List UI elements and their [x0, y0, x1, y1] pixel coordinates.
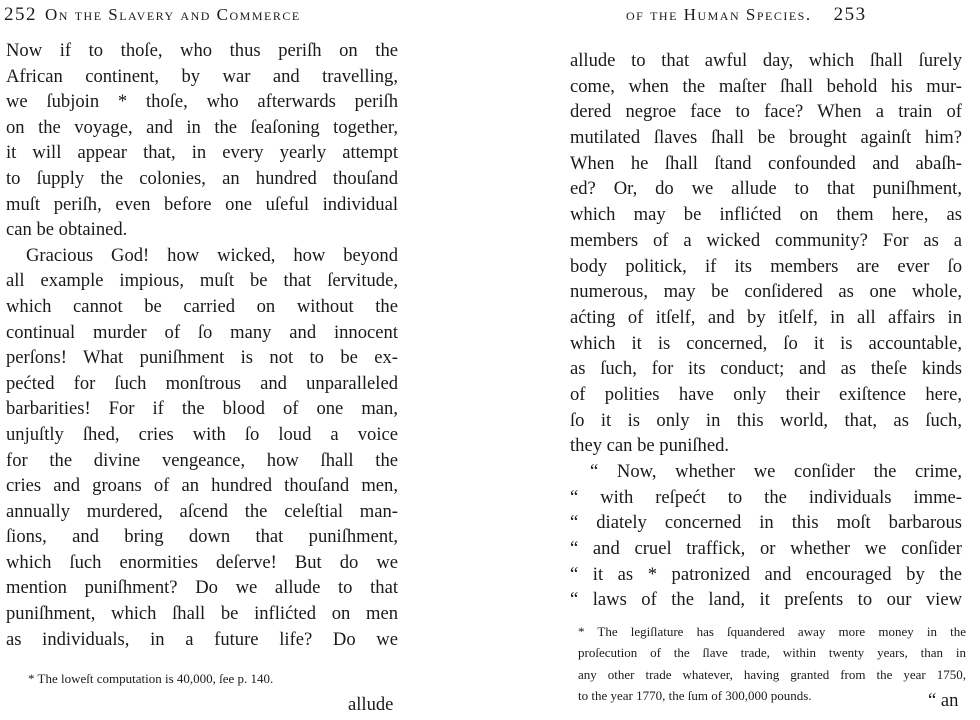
text-line: as ſuch, for its conduct; and as theſe kinds [570, 358, 962, 380]
text-line: aćting of itſelf, and by itſelf, in all affairs in [570, 306, 962, 328]
footnote-line: proſecution of the ſlave trade, within twenty years, than in [578, 645, 966, 661]
footnote-line: any other trade whatever, having granted from the year 1750, [578, 666, 966, 682]
text-line: mutilated ſlaves ſhall be brought againſt him? [570, 127, 962, 149]
text-line: numerous, may be conſidered as one whole, [570, 281, 962, 303]
text-line: unjuſtly ſhed, cries with ſo loud a voice [6, 423, 398, 445]
text-line: members of a wicked community? For as a [570, 229, 962, 251]
text-line: ed? Or, do we allude to that puniſhment, [570, 178, 962, 200]
text-line: Now if to thoſe, who thus periſh on the [6, 40, 398, 61]
text-line: ſions, and bring down that puniſhment, [6, 526, 398, 548]
text-line: allude to that awful day, which ſhall ſurely [570, 50, 962, 71]
text-line: “ Now, whether we conſider the crime, [590, 461, 962, 482]
text-line: muſt periſh, even before one uſeful individual [6, 193, 398, 215]
text-line: body politick, if its members are ever ſo [570, 255, 962, 277]
text-line: we ſubjoin * thoſe, who afterwards periſh [6, 91, 398, 113]
left-running-title: On the Slavery and Commerce [45, 5, 301, 24]
right-footnote [578, 621, 966, 706]
left-catchword: allude [348, 694, 394, 715]
text-line: which ſuch enormities deſerve! But do we [6, 551, 398, 573]
text-line: “ diately concerned in this moſt barbarous [570, 512, 962, 534]
text-line: they can be puniſhed. [570, 435, 730, 457]
right-body-text [570, 48, 962, 613]
footnote-line: * The loweſt computation is 40,000, ſee p. 140. [28, 671, 274, 686]
text-line: African continent, by war and travelling, [6, 65, 398, 87]
left-page [0, 0, 485, 720]
right-page-number: 253 [833, 4, 867, 25]
text-line: barbarities! For if the blood of one man, [6, 398, 398, 420]
right-page [490, 0, 980, 720]
text-line: which may be inflićted on them here, as [570, 204, 962, 226]
text-line: continual murder of ſo many and innocent [6, 321, 398, 343]
right-running-title: of the Human Species. [626, 5, 812, 24]
footnote-line: * The legiſlature has ſquandered away more money in the [578, 624, 966, 639]
text-line: Gracious God! how wicked, how beyond [26, 244, 398, 266]
text-line: on the voyage, and in the ſeaſoning together, [6, 116, 398, 138]
text-line: “ it as * patronized and encouraged by the [570, 563, 962, 585]
text-line: “ and cruel traffick, or whether we conſider [570, 538, 962, 560]
footnote-line: to the year 1770, the ſum of 300,000 pounds. [578, 687, 812, 703]
text-line: for the divine vengeance, how ſhall the [6, 449, 398, 471]
right-running-head [626, 4, 867, 26]
text-line: pećted for ſuch monſtrous and unparalleled [6, 372, 398, 394]
text-line: come, when the maſter ſhall behold his mur- [570, 75, 962, 97]
text-line: can be obtained. [6, 219, 128, 241]
left-footnote [28, 668, 273, 689]
text-line: which cannot be carried on without the [6, 295, 398, 317]
text-line: mention puniſhment? Do we allude to that [6, 577, 398, 599]
text-line: “ with reſpećt to the individuals imme- [570, 486, 962, 508]
left-page-number: 252 [4, 4, 37, 25]
text-line: of polities have only their exiſtence here, [570, 383, 962, 405]
text-line: perſons! What puniſhment is not to be ex- [6, 347, 398, 369]
text-line: to ſupply the colonies, an hundred thouſand [6, 167, 398, 189]
left-body-text [6, 38, 398, 652]
text-line: dered negroe face to face? When a train of [570, 101, 962, 123]
text-line: When he ſhall ſtand confounded and abaſh- [570, 152, 962, 174]
text-line: all example impious, muſt be that ſervitude, [6, 270, 398, 292]
text-line: ſo it is only in this world, that, as ſuch, [570, 409, 962, 431]
right-catchword: “ an [928, 690, 959, 711]
text-line: cries and groans of an hundred thouſand men, [6, 475, 398, 497]
text-line: puniſhment, which ſhall be inflićted on men [6, 603, 398, 625]
text-line: “ laws of the land, it preſents to our view [570, 589, 962, 611]
text-line: which it is concerned, ſo it is accountable, [570, 332, 962, 354]
text-line: annually murdered, aſcend the celeſtial man- [6, 500, 398, 522]
text-line: it will appear that, in every yearly attempt [6, 142, 398, 164]
text-line: as individuals, in a future life? Do we [6, 628, 398, 650]
left-running-head [4, 4, 301, 26]
